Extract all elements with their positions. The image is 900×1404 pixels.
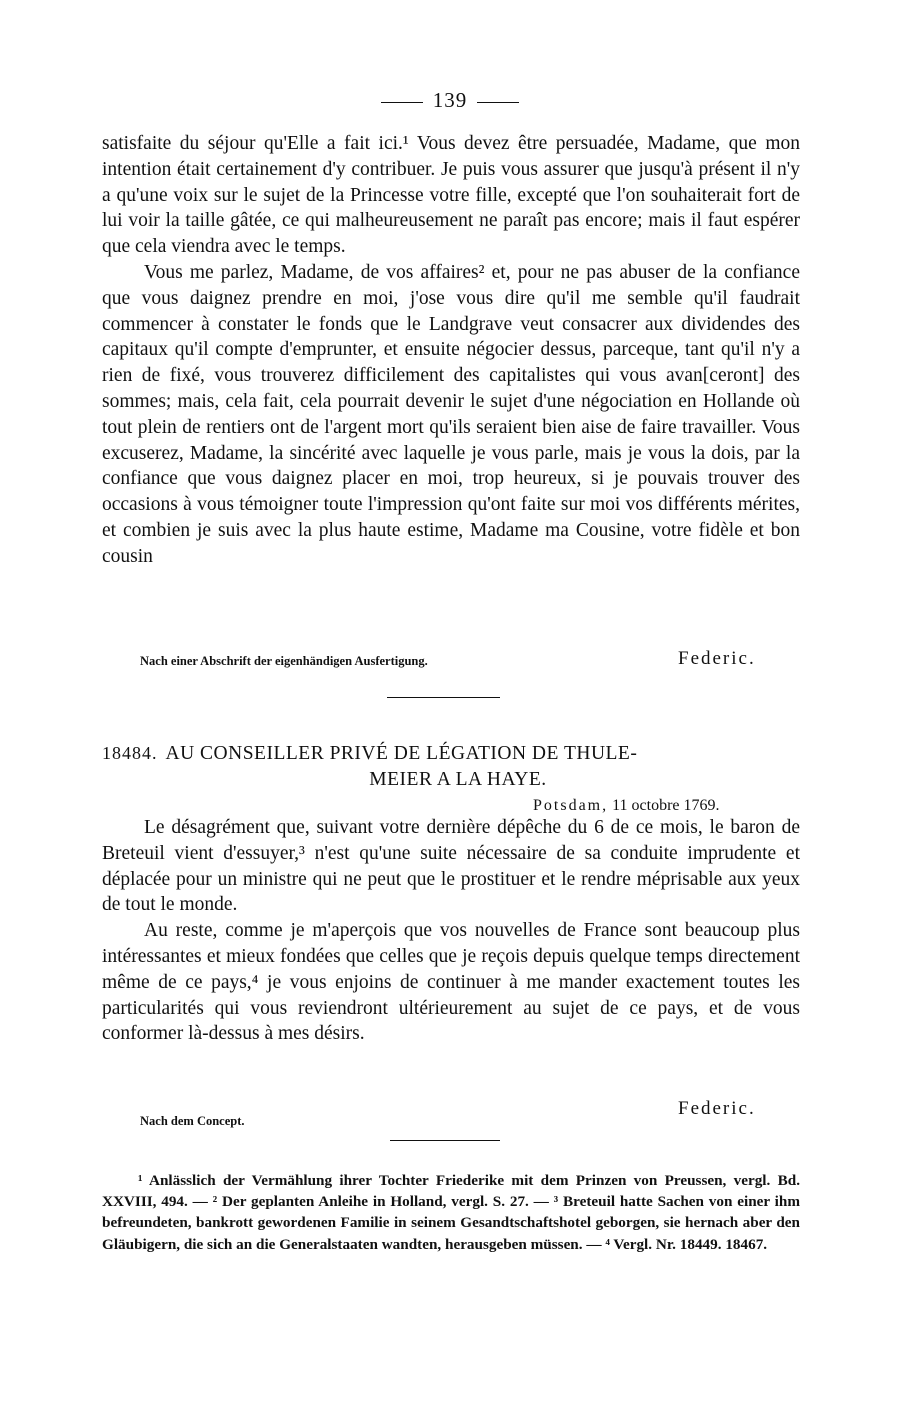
letter-2-heading: [102, 740, 800, 793]
letter-2-signature: Federic.: [678, 1098, 756, 1119]
footnotes: [102, 1170, 800, 1255]
letter-2-place: Potsdam,: [533, 797, 609, 814]
section-divider-1: [387, 697, 500, 698]
letter-2-date: 11 octobre 1769.: [612, 797, 720, 814]
letter-1-source-note: Nach einer Abschrift der eigenhändigen Ausfertigung.: [140, 654, 428, 668]
letter-1-body: [102, 131, 800, 570]
letter-2-source-note: Nach dem Concept.: [140, 1114, 245, 1128]
letter-2-title-line-2: MEIER A LA HAYE.: [369, 769, 547, 790]
letter-2-body: [102, 815, 800, 1047]
letter-2-dateline: [533, 797, 720, 815]
letter-1-paragraph-2: Vous me parlez, Madame, de vos affaires² et, pour ne pas abuser de la confiance que vous daignez prendre en moi, j'ose vous dire qu'il me semble qu'il faudrait commencer à constater le fonds que le Landgrave veut consacrer aux dividendes des capitaux qu'il compte d'emprunter, et ensuite négocier dessus, parceque, tant qu'il n'y a rien de fixé, vous trouverez difficilement des capitalistes qui vous avan[ceront] des sommes; mais, cela fait, cela pourrait devenir le sujet d'une négociation en Hollande où tout plein de rentiers ont de l'argent mort qu'ils seraient bien aise de faire travailler. Vous excuserez, Madame, la sincérité avec laquelle je vous parle, mais je vous la dois, par la confiance que vous daignez placer en moi, trop heureux, si je pouvais trouver des occasions à vous témoigner toute l'impression qu'ont faite sur moi vos différents mérites, et combien je suis avec la plus haute estime, Madame ma Cousine, votre fidèle et bon cousin: [102, 261, 800, 567]
footnote-divider: [390, 1140, 500, 1141]
letter-2-paragraph-2: Au reste, comme je m'aperçois que vos nouvelles de France sont beaucoup plus intéressantes et mieux fondées que celles que je reçois depuis quelque temps directement même de ce pays,⁴ je vous enjoins de continuer à me mander exactement toutes les particularités qui vous reviendront ultérieurement au sujet de ce pays, et de vous conformer là-dessus à mes désirs.: [102, 920, 800, 1045]
letter-2-paragraph-1: Le désagrément que, suivant votre dernière dépêche du 6 de ce mois, le baron de Breteuil vient d'essuyer,³ n'est qu'une suite nécessaire de sa conduite imprudente et déplacée pour un ministre qui ne peut que le prostituer et le rendre méprisable aux yeux de tout le monde.: [102, 817, 800, 916]
page-number: 139: [432, 88, 468, 112]
header-right-dash: [477, 102, 519, 103]
letter-1-paragraph-1: satisfaite du séjour qu'Elle a fait ici.¹ Vous devez être persuadée, Madame, que mon intention était certainement d'y contribuer. Je puis vous assurer que jusqu'à présent il n'y a qu'une voix sur le sujet de la Princesse votre fille, excepté que l'on souhaiterait fort de lui voir la taille gâtée, ce qui malheureusement ne paraît pas encore; mais il faut espérer que cela viendra avec le temps.: [102, 133, 800, 258]
letter-2-title-line-1: AU CONSEILLER PRIVÉ DE LÉGATION DE THULE-: [165, 743, 638, 764]
header-left-dash: [381, 102, 423, 103]
footnotes-text: ¹ Anlässlich der Vermählung ihrer Tochter Friederike mit dem Prinzen von Preussen, vergl. Bd. XXVIII, 494. — ² Der geplanten Anleihe in Holland, vergl. S. 27. — ³ Breteuil hatte Sachen von einer ihm befreundeten, bankrott gewordenen Familie in seinem Gesandtschaftshotel geborgen, sie hernach aber den Gläubigern, die sich an die Generalstaaten wandten, herausgeben müssen. — ⁴ Vergl. Nr. 18449. 18467.: [102, 1172, 800, 1253]
letter-2-number: 18484.: [102, 743, 158, 763]
letter-1-signature: Federic.: [678, 648, 756, 669]
page-number-header: [0, 88, 900, 113]
